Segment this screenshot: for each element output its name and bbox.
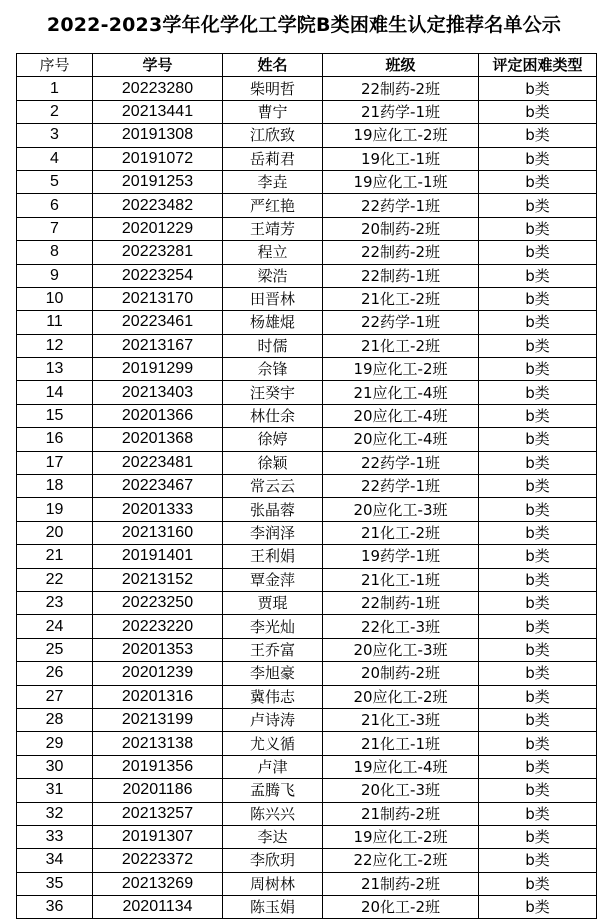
column-header-class: 班级 [323, 54, 479, 77]
row-type: b类 [479, 170, 597, 193]
row-class: 21化工-2班 [323, 287, 479, 310]
row-seq: 33 [17, 825, 93, 848]
row-type: b类 [479, 100, 597, 123]
row-seq: 6 [17, 194, 93, 217]
row-student-id: 20201239 [93, 662, 223, 685]
row-student-id: 20191072 [93, 147, 223, 170]
row-seq: 17 [17, 451, 93, 474]
table-row [17, 498, 597, 521]
table-row [17, 428, 597, 451]
row-class: 21化工-3班 [323, 708, 479, 731]
row-seq: 14 [17, 381, 93, 404]
row-seq: 25 [17, 638, 93, 661]
row-name: 覃金萍 [223, 568, 323, 591]
column-header-seq: 序号 [17, 54, 93, 77]
row-class: 19应化工-2班 [323, 825, 479, 848]
row-seq: 32 [17, 802, 93, 825]
page-title: 2022-2023学年化学化工学院B类困难生认定推荐名单公示 [46, 14, 562, 36]
row-class: 20应化工-4班 [323, 404, 479, 427]
row-type: b类 [479, 77, 597, 100]
row-type: b类 [479, 545, 597, 568]
row-class: 21化工-1班 [323, 568, 479, 591]
row-name: 卢诗涛 [223, 708, 323, 731]
column-header-type: 评定困难类型 [479, 54, 597, 77]
row-class: 22药学-1班 [323, 311, 479, 334]
row-type: b类 [479, 568, 597, 591]
row-type: b类 [479, 732, 597, 755]
row-student-id: 20201186 [93, 779, 223, 802]
row-type: b类 [479, 475, 597, 498]
row-seq: 26 [17, 662, 93, 685]
row-type: b类 [479, 662, 597, 685]
table-row [17, 451, 597, 474]
row-type: b类 [479, 896, 597, 919]
row-class: 19应化工-1班 [323, 170, 479, 193]
row-class: 20化工-2班 [323, 896, 479, 919]
table-row [17, 381, 597, 404]
table-row [17, 849, 597, 872]
row-name: 陈兴兴 [223, 802, 323, 825]
row-student-id: 20201229 [93, 217, 223, 240]
row-student-id: 20201333 [93, 498, 223, 521]
table-row [17, 124, 597, 147]
table-row [17, 872, 597, 895]
row-student-id: 20223482 [93, 194, 223, 217]
table-row [17, 194, 597, 217]
row-name: 柴明哲 [223, 77, 323, 100]
row-student-id: 20213152 [93, 568, 223, 591]
row-student-id: 20191308 [93, 124, 223, 147]
row-seq: 30 [17, 755, 93, 778]
row-seq: 31 [17, 779, 93, 802]
row-name: 田晋林 [223, 287, 323, 310]
row-class: 21应化工-4班 [323, 381, 479, 404]
row-seq: 34 [17, 849, 93, 872]
table-row [17, 896, 597, 919]
row-seq: 22 [17, 568, 93, 591]
row-class: 20应化工-4班 [323, 428, 479, 451]
row-name: 曹宁 [223, 100, 323, 123]
row-class: 19应化工-2班 [323, 124, 479, 147]
row-class: 19化工-1班 [323, 147, 479, 170]
row-student-id: 20213403 [93, 381, 223, 404]
row-name: 林仕余 [223, 404, 323, 427]
row-type: b类 [479, 241, 597, 264]
row-class: 22制药-1班 [323, 264, 479, 287]
row-type: b类 [479, 849, 597, 872]
row-student-id: 20201353 [93, 638, 223, 661]
table-row [17, 147, 597, 170]
row-seq: 35 [17, 872, 93, 895]
table-row [17, 521, 597, 544]
row-type: b类 [479, 311, 597, 334]
row-type: b类 [479, 428, 597, 451]
row-student-id: 20213138 [93, 732, 223, 755]
row-student-id: 20223467 [93, 475, 223, 498]
table-row [17, 615, 597, 638]
column-header-student-id: 学号 [93, 54, 223, 77]
row-seq: 1 [17, 77, 93, 100]
row-seq: 7 [17, 217, 93, 240]
row-name: 徐颖 [223, 451, 323, 474]
row-student-id: 20223281 [93, 241, 223, 264]
row-class: 21制药-2班 [323, 872, 479, 895]
row-name: 常云云 [223, 475, 323, 498]
row-student-id: 20213441 [93, 100, 223, 123]
row-name: 梁浩 [223, 264, 323, 287]
row-name: 徐婷 [223, 428, 323, 451]
table-row [17, 287, 597, 310]
row-type: b类 [479, 779, 597, 802]
row-student-id: 20201368 [93, 428, 223, 451]
row-type: b类 [479, 381, 597, 404]
header-row [17, 54, 597, 77]
row-type: b类 [479, 872, 597, 895]
row-type: b类 [479, 498, 597, 521]
roster-table [16, 53, 597, 919]
row-name: 王乔富 [223, 638, 323, 661]
row-name: 时儒 [223, 334, 323, 357]
row-class: 20应化工-3班 [323, 498, 479, 521]
row-seq: 5 [17, 170, 93, 193]
row-name: 汪癸宇 [223, 381, 323, 404]
row-name: 李光灿 [223, 615, 323, 638]
row-seq: 20 [17, 521, 93, 544]
row-seq: 10 [17, 287, 93, 310]
row-student-id: 20201134 [93, 896, 223, 919]
row-type: b类 [479, 521, 597, 544]
row-class: 22制药-1班 [323, 591, 479, 614]
row-type: b类 [479, 334, 597, 357]
row-name: 冀伟志 [223, 685, 323, 708]
row-seq: 12 [17, 334, 93, 357]
row-type: b类 [479, 685, 597, 708]
table-row [17, 100, 597, 123]
row-seq: 2 [17, 100, 93, 123]
row-student-id: 20223254 [93, 264, 223, 287]
table-row [17, 662, 597, 685]
table-row [17, 638, 597, 661]
row-type: b类 [479, 147, 597, 170]
row-seq: 13 [17, 358, 93, 381]
table-row [17, 708, 597, 731]
row-type: b类 [479, 217, 597, 240]
row-type: b类 [479, 755, 597, 778]
table-row [17, 779, 597, 802]
row-name: 岳莉君 [223, 147, 323, 170]
row-student-id: 20191307 [93, 825, 223, 848]
row-name: 王靖芳 [223, 217, 323, 240]
table-row [17, 825, 597, 848]
row-name: 王利娟 [223, 545, 323, 568]
row-class: 21制药-2班 [323, 802, 479, 825]
row-seq: 4 [17, 147, 93, 170]
row-name: 陈玉娟 [223, 896, 323, 919]
row-seq: 29 [17, 732, 93, 755]
row-type: b类 [479, 591, 597, 614]
row-class: 20应化工-2班 [323, 685, 479, 708]
row-seq: 23 [17, 591, 93, 614]
row-student-id: 20223280 [93, 77, 223, 100]
row-name: 孟腾飞 [223, 779, 323, 802]
row-name: 程立 [223, 241, 323, 264]
row-class: 19应化工-4班 [323, 755, 479, 778]
table-row [17, 217, 597, 240]
row-type: b类 [479, 124, 597, 147]
row-student-id: 20213257 [93, 802, 223, 825]
row-type: b类 [479, 825, 597, 848]
row-class: 20化工-3班 [323, 779, 479, 802]
row-name: 周树林 [223, 872, 323, 895]
row-seq: 36 [17, 896, 93, 919]
row-seq: 11 [17, 311, 93, 334]
table-row [17, 568, 597, 591]
row-name: 李润泽 [223, 521, 323, 544]
row-student-id: 20223250 [93, 591, 223, 614]
table-row [17, 241, 597, 264]
row-class: 19药学-1班 [323, 545, 479, 568]
table-row [17, 802, 597, 825]
row-type: b类 [479, 451, 597, 474]
row-name: 佘锋 [223, 358, 323, 381]
row-name: 严红艳 [223, 194, 323, 217]
row-seq: 24 [17, 615, 93, 638]
table-row [17, 591, 597, 614]
row-class: 22应化工-2班 [323, 849, 479, 872]
row-class: 20制药-2班 [323, 662, 479, 685]
row-class: 20制药-2班 [323, 217, 479, 240]
row-student-id: 20223220 [93, 615, 223, 638]
row-seq: 21 [17, 545, 93, 568]
row-class: 22药学-1班 [323, 194, 479, 217]
table-row [17, 334, 597, 357]
row-class: 21化工-2班 [323, 521, 479, 544]
row-class: 19应化工-2班 [323, 358, 479, 381]
table-body [17, 77, 597, 919]
row-seq: 9 [17, 264, 93, 287]
row-student-id: 20201316 [93, 685, 223, 708]
row-student-id: 20191253 [93, 170, 223, 193]
row-class: 22药学-1班 [323, 451, 479, 474]
row-class: 22药学-1班 [323, 475, 479, 498]
row-seq: 15 [17, 404, 93, 427]
table-row [17, 685, 597, 708]
row-student-id: 20191401 [93, 545, 223, 568]
table-row [17, 264, 597, 287]
row-class: 21化工-1班 [323, 732, 479, 755]
table-row [17, 755, 597, 778]
row-student-id: 20223372 [93, 849, 223, 872]
row-seq: 27 [17, 685, 93, 708]
table-row [17, 475, 597, 498]
row-seq: 18 [17, 475, 93, 498]
row-type: b类 [479, 615, 597, 638]
row-student-id: 20213167 [93, 334, 223, 357]
row-class: 21化工-2班 [323, 334, 479, 357]
row-student-id: 20223481 [93, 451, 223, 474]
table-row [17, 77, 597, 100]
row-type: b类 [479, 287, 597, 310]
row-type: b类 [479, 802, 597, 825]
row-student-id: 20201366 [93, 404, 223, 427]
row-student-id: 20191299 [93, 358, 223, 381]
table-row [17, 732, 597, 755]
row-seq: 3 [17, 124, 93, 147]
row-student-id: 20213170 [93, 287, 223, 310]
row-type: b类 [479, 404, 597, 427]
row-class: 20应化工-3班 [323, 638, 479, 661]
row-name: 江欣致 [223, 124, 323, 147]
row-type: b类 [479, 358, 597, 381]
row-type: b类 [479, 708, 597, 731]
row-student-id: 20223461 [93, 311, 223, 334]
table-row [17, 170, 597, 193]
row-name: 李达 [223, 825, 323, 848]
row-class: 21药学-1班 [323, 100, 479, 123]
row-type: b类 [479, 194, 597, 217]
table-header [17, 54, 597, 77]
row-class: 22制药-2班 [323, 77, 479, 100]
row-name: 李旭豪 [223, 662, 323, 685]
table-row [17, 311, 597, 334]
row-name: 贾琨 [223, 591, 323, 614]
row-type: b类 [479, 264, 597, 287]
row-name: 卢津 [223, 755, 323, 778]
row-seq: 16 [17, 428, 93, 451]
row-seq: 19 [17, 498, 93, 521]
table-row [17, 545, 597, 568]
row-student-id: 20191356 [93, 755, 223, 778]
row-class: 22制药-2班 [323, 241, 479, 264]
column-header-name: 姓名 [223, 54, 323, 77]
row-name: 杨雄焜 [223, 311, 323, 334]
row-name: 尤义循 [223, 732, 323, 755]
row-student-id: 20213269 [93, 872, 223, 895]
row-name: 李欣玥 [223, 849, 323, 872]
row-student-id: 20213199 [93, 708, 223, 731]
table-row [17, 358, 597, 381]
row-student-id: 20213160 [93, 521, 223, 544]
row-seq: 8 [17, 241, 93, 264]
table-row [17, 404, 597, 427]
row-type: b类 [479, 638, 597, 661]
row-class: 22化工-3班 [323, 615, 479, 638]
row-name: 张晶蓉 [223, 498, 323, 521]
row-name: 李垚 [223, 170, 323, 193]
row-seq: 28 [17, 708, 93, 731]
